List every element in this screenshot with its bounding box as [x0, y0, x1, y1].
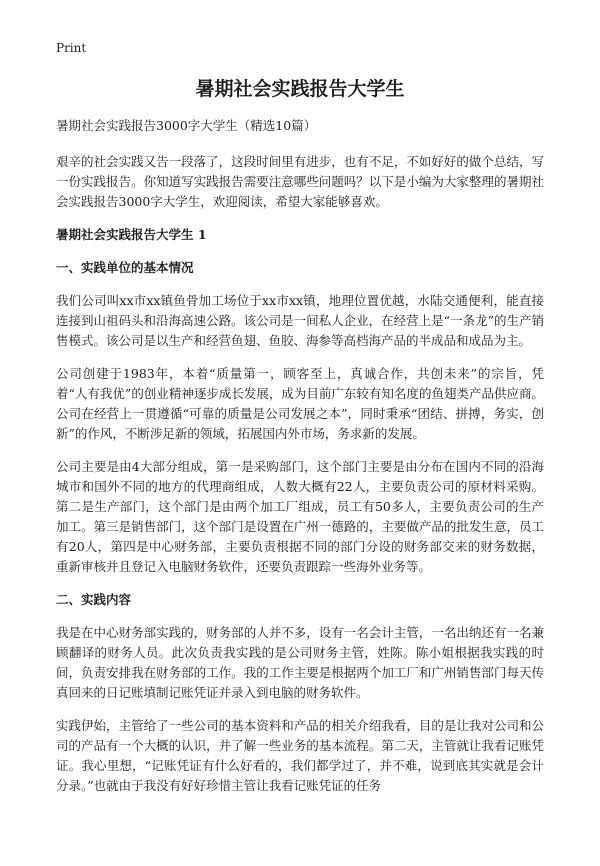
document-subtitle: 暑期社会实践报告3000字大学生（精选10篇）: [56, 118, 317, 133]
section2-paragraph-2: 实践伊始，主管给了一些公司的基本资料和产品的相关介绍我看，目的是让我对公司和公司的产品有一个大概的认识，并了解一些业务的基本流程。第二天，主管就让我看记账凭证。我心里想，“记账凭证有什么好看的，我们都学过了，并不难，说到底其实就是会计分录。”也就由于我没有好好珍惜主管让我看记账凭证的任务: [56, 718, 544, 793]
section1-heading: 一、实践单位的基本情况: [56, 260, 194, 275]
section1-paragraph-1: 我们公司叫xx市xx镇鱼骨加工场位于xx市xx镇，地理位置优越，水陆交通便利，能直接连接到山祖码头和沿海高速公路。该公司是一间私人企业，在经营上是“一条龙”的生产销售模式。该公司是以生产和经营鱼翅、鱼胶、海参等高档海产品的半成品和成品为主。: [56, 293, 544, 348]
section2-heading: 二、实践内容: [56, 592, 132, 607]
print-label: Print: [56, 41, 87, 55]
document-title: 暑期社会实践报告大学生: [195, 78, 405, 100]
section2-paragraph-1: 我是在中心财务部实践的，财务部的人并不多，设有一名会计主管，一名出纳还有一名兼顾翻译的财务人员。此次负责我实践的是公司财务主管，姓陈。陈小姐根据我实践的时间，负责安排我在财务部的工作。我的工作主要是根据两个加工厂和广州销售部门每天传真回来的日记账填制记账凭证并录入到电脑的财务软件。: [56, 625, 544, 700]
section1-paragraph-2: 公司创建于1983年，本着“质量第一，顾客至上，真诚合作，共创未来”的宗旨，凭着“人有我优”的创业精神逐步成长发展，成为目前广东较有知名度的鱼翅类产品供应商。公司在经营上一贯遵循“可靠的质量是公司发展之本”，同时秉承“团结、拼搏，务实，创新”的作风，不断涉足新的领域，拓展国内外市场，务求新的发展。: [56, 366, 544, 441]
document-body: [56, 76, 544, 866]
section1-paragraph-3: 公司主要是由4大部分组成，第一是采购部门，这个部门主要是由分布在国内不同的沿海城市和国外不同的地方的代理商组成，人数大概有22人，主要负责公司的原材料采购。第二是生产部门，这个部门是由两个加工厂组成，员工有50多人，主要负责公司的生产加工。第三是销售部门，这个部门是设置在广州一德路的，主要做产品的批发生意，员工有20人，第四是中心财务部，主要负责根据不同的部门分设的财务部交来的财务数据，重新审核并且登记入电脑财务软件，还要负责跟踪一些海外业务等。: [56, 459, 544, 574]
report-heading: 暑期社会实践报告大学生 1: [56, 227, 207, 242]
intro-paragraph: 艰辛的社会实践又告一段落了，这段时间里有进步，也有不足，不如好好的做个总结，写一份实践报告。你知道写实践报告需要注意哪些问题吗？以下是小编为大家整理的暑期社会实践报告3000字大学生，欢迎阅读，希望大家能够喜欢。: [56, 154, 544, 209]
